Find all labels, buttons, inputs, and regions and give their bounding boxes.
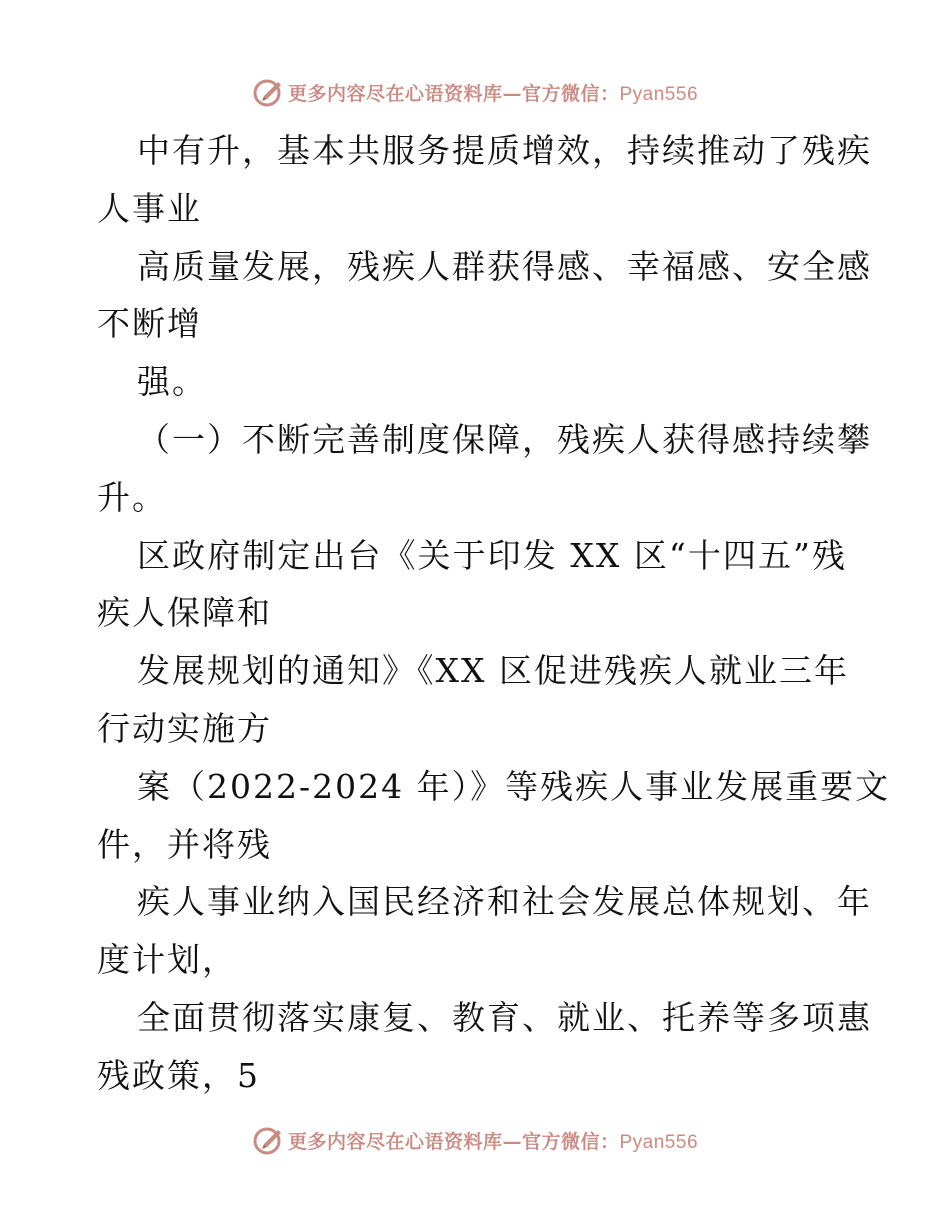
text-line: 行动实施方 (97, 708, 272, 748)
text-line: 升。 (97, 477, 167, 517)
text-line: 疾人事业纳入国民经济和社会发展总体规划、年 (137, 882, 872, 922)
pen-logo-icon (252, 1124, 284, 1156)
text-line: 案（2022-2024 年）》等残疾人事业发展重要文 (137, 766, 891, 806)
header-watermark (0, 72, 950, 112)
text-line: 件，并将残 (97, 824, 272, 864)
footer-watermark (0, 1120, 950, 1160)
watermark-text: 更多内容尽在心语资料库—官方微信：Pyan556 (287, 82, 699, 105)
text-line: 中有升，基本共服务提质增效，持续推动了残疾 (137, 131, 872, 170)
text-line: 人事业 (97, 188, 202, 228)
text-line: 区政府制定出台《关于印发 XX 区“十四五”残 (137, 535, 847, 575)
document-body (97, 122, 891, 1105)
text-line: 疾人保障和 (97, 593, 272, 633)
text-line: 不断增 (97, 304, 202, 344)
text-line: 强。 (137, 362, 207, 402)
section-heading: （一）不断完善制度保障，残疾人获得感持续攀 (137, 419, 872, 459)
pen-logo-icon (252, 76, 284, 108)
text-line: 全面贯彻落实康复、教育、就业、托养等多项惠 (137, 997, 872, 1037)
text-line: 高质量发展，残疾人群获得感、幸福感、安全感 (137, 246, 872, 286)
text-line: 度计划， (97, 940, 237, 980)
text-line: 残政策，5 (97, 1055, 260, 1095)
text-line: 发展规划的通知》《XX 区促进残疾人就业三年 (137, 651, 849, 691)
watermark-text: 更多内容尽在心语资料库—官方微信：Pyan556 (287, 1130, 699, 1153)
